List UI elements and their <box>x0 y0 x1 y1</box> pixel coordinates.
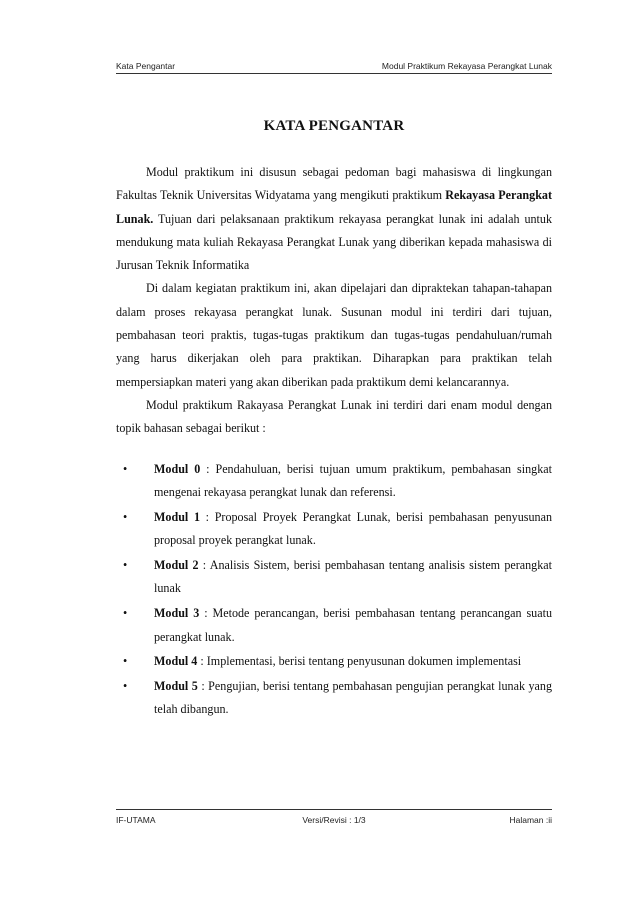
bullet-icon: • <box>123 462 128 476</box>
module-name: Modul 5 <box>154 679 198 694</box>
module-description: : Analisis Sistem, berisi pembahasan tentang analisis sistem perangkat lunak <box>154 558 552 596</box>
footer-page-number: Halaman :ii <box>509 815 552 825</box>
paragraph-activities: Di dalam kegiatan praktikum ini, akan dipelajari dan dipraktekan tahapan-tahapan dalam proses rekayasa perangkat lunak. Susunan modul ini terdiri dari tujuan, pembahasan teori praktis, tugas-tugas praktikum dan tugas-tugas pendahuluan/rumah yang harus dikerjakan oleh para praktikan. Diharapkan para praktikan telah mempersiapkan materi yang akan diberikan pada praktikum demi kelancarannya. <box>116 281 552 389</box>
page-title: KATA PENGANTAR <box>263 118 405 134</box>
module-description: : Pengujian, berisi tentang pembahasan pengujian perangkat lunak yang telah dibangun. <box>154 679 552 717</box>
list-item <box>116 675 552 722</box>
footer-divider <box>116 809 552 810</box>
module-name: Modul 2 <box>154 558 199 573</box>
list-item <box>116 650 552 673</box>
footer-version: Versi/Revisi : 1/3 <box>302 815 366 825</box>
paragraph-intro-text: Modul praktikum ini disusun sebagai pedoman bagi mahasiswa di lingkungan Fakultas Teknik Universitas Widyatama yang mengikuti praktikum <box>116 165 552 203</box>
list-item <box>116 554 552 601</box>
bullet-icon: • <box>123 558 128 573</box>
body-text <box>116 161 552 441</box>
module-name: Modul 1 <box>154 510 200 525</box>
bullet-icon: • <box>123 606 128 621</box>
header-divider <box>116 73 552 74</box>
bullet-icon: • <box>123 654 128 669</box>
list-item <box>116 602 552 649</box>
module-description: : Proposal Proyek Perangkat Lunak, berisi pembahasan penyusunan proposal proyek perangkat lunak. <box>154 510 552 548</box>
paragraph-intro <box>116 161 552 277</box>
module-description: : Pendahuluan, berisi tujuan umum praktikum, pembahasan singkat mengenai rekayasa perangkat lunak dan referensi. <box>154 462 552 500</box>
module-name: Modul 3 <box>154 606 200 621</box>
footer-organization: IF-UTAMA <box>116 815 156 825</box>
paragraph-intro-bold: Rekayasa Perangkat Lunak. <box>116 188 552 226</box>
paragraph-module-overview: Modul praktikum Rakayasa Perangkat Lunak ini terdiri dari enam modul dengan topik bahasan sebagai berikut : <box>116 397 552 436</box>
list-item <box>116 506 552 553</box>
header-document-title: Modul Praktikum Rekayasa Perangkat Lunak <box>381 61 552 71</box>
list-item <box>116 458 552 505</box>
module-description: : Metode perancangan, berisi pembahasan tentang perancangan suatu perangkat lunak. <box>154 606 552 644</box>
bullet-icon: • <box>123 679 128 694</box>
module-name: Modul 0 <box>154 462 201 476</box>
module-name: Modul 4 <box>154 654 198 669</box>
bullet-icon: • <box>123 510 128 525</box>
module-description: : Implementasi, berisi tentang penyusunan dokumen implementasi <box>197 654 522 669</box>
paragraph-intro-text-end: Tujuan dari pelaksanaan praktikum rekayasa perangkat lunak ini adalah untuk mendukung mata kuliah Rekayasa Perangkat Lunak yang diberikan kepada mahasiswa di Jurusan Teknik Informatika <box>116 211 552 273</box>
module-list <box>116 458 552 723</box>
header-section-title: Kata Pengantar <box>116 61 176 71</box>
